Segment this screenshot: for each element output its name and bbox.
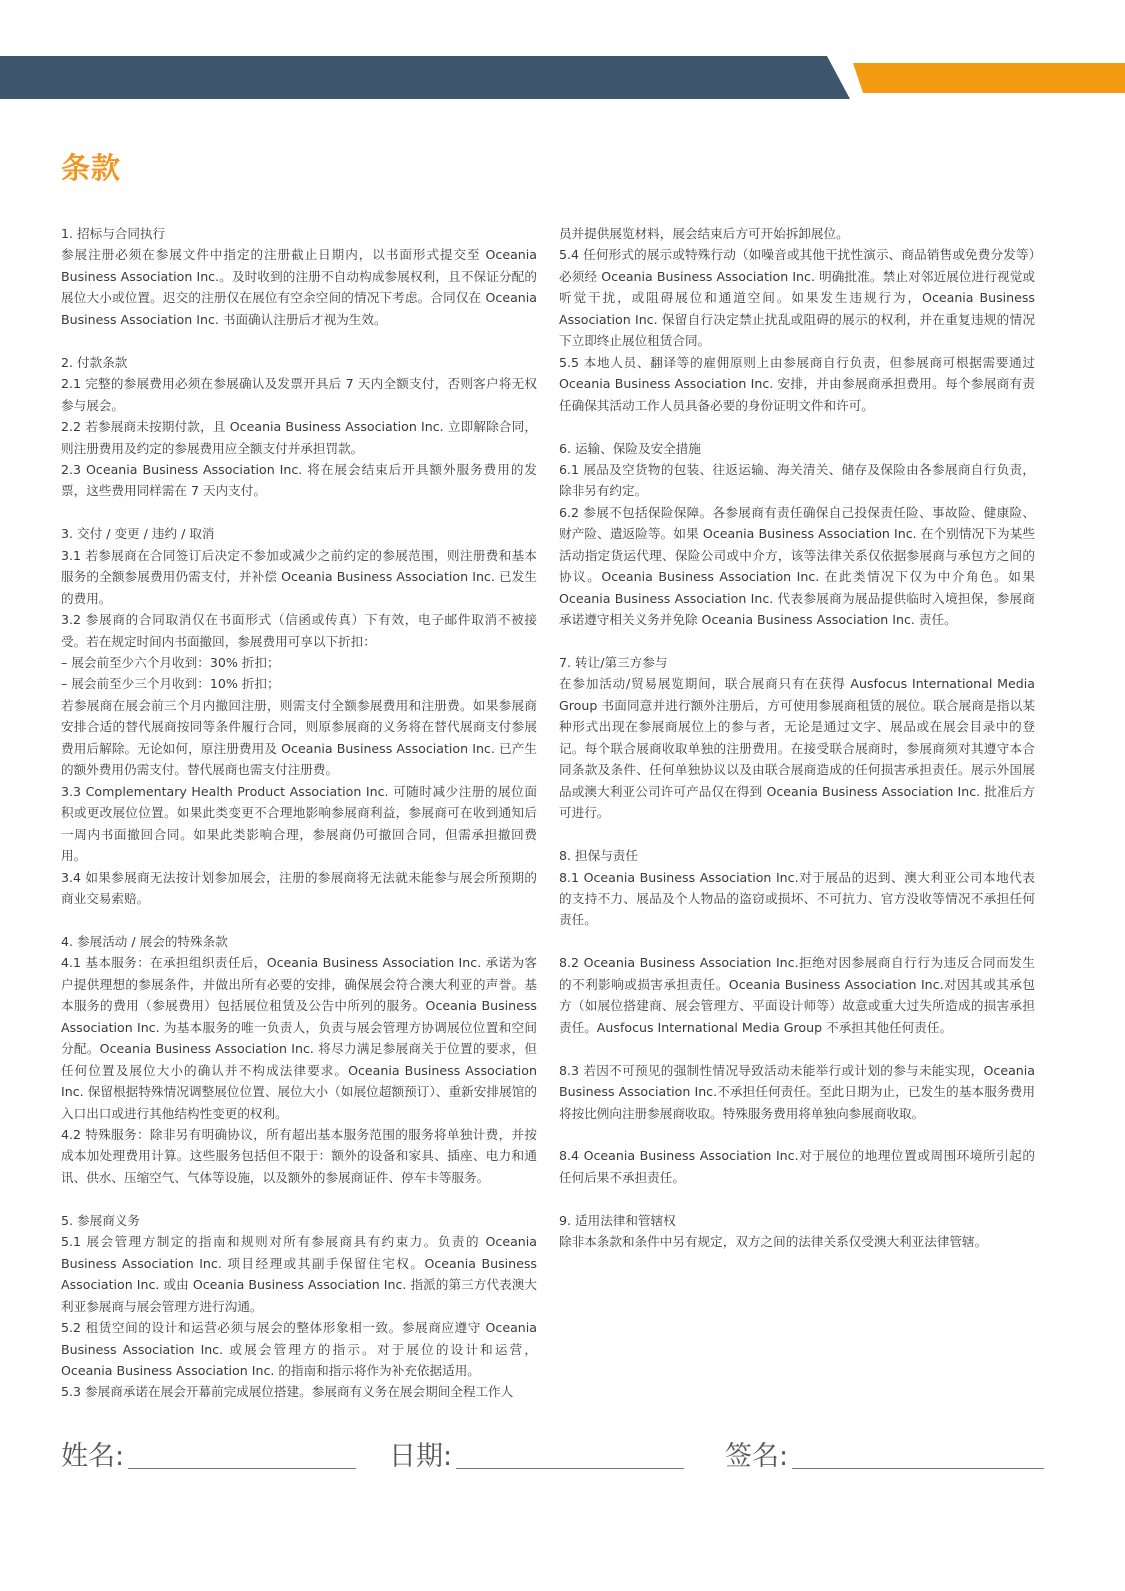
discount-bullet: – 展会前至少六个月收到：30% 折扣； bbox=[61, 655, 280, 671]
name-input-line[interactable] bbox=[128, 1468, 356, 1469]
date-field bbox=[389, 1440, 684, 1474]
section-4 bbox=[61, 931, 537, 1188]
date-label: 日期: bbox=[389, 1441, 453, 1472]
section-heading: 7. 转让/第三方参与 bbox=[559, 655, 668, 671]
clause-5-4: 5.4 任何形式的展示或特殊行动（如噪音或其他干扰性演示、商品销售或免费分发等）必须经 Oceania Business Association Inc. 明确批准。禁止对邻近展位进行视觉或听觉干扰，或阻碍展位和通道空间。如果发生违规行为，Oceania Business Association Inc. 保留自行决定禁止扰乱或阻碍的展示的权利，并在重复违规的情况下立即终止展位租赁合同。 bbox=[559, 247, 1035, 349]
name-field bbox=[61, 1440, 356, 1474]
terms-column-right bbox=[559, 223, 1035, 1274]
clause-3-4: 3.4 如果参展商无法按计划参加展会，注册的参展商将无法就未能参与展会所预期的商业交易索赔。 bbox=[61, 869, 537, 907]
clause-8-3: 8.3 若因不可预见的强制性情况导致活动未能举行或计划的参与未能实现，Oceania Business Association Inc.不承担任何责任。至此日期为止，已发生的基本服务费用将按比例向注册参展商收取。特殊服务费用将单独向参展商收取。 bbox=[559, 1062, 1035, 1121]
clause-5-1: 5.1 展会管理方制定的指南和规则对所有参展商具有约束力。负责的 Oceania Business Association Inc. 项目经理或其副手保留住宅权。Oceania Business Association Inc. 或由 Oceania Business Association Inc. 指派的第三方代表澳大利亚参展商与展会管理方进行沟通。 bbox=[61, 1234, 537, 1314]
section-2 bbox=[61, 352, 537, 502]
clause-5-5: 5.5 本地人员、翻译等的雇佣原则上由参展商自行负责，但参展商可根据需要通过 Oceania Business Association Inc. 安排，并由参展商承担费用。每个参展商有责任确保其活动工作人员具备必要的身份证明文件和许可。 bbox=[559, 354, 1035, 413]
header-band-primary bbox=[0, 56, 850, 99]
section-heading: 5. 参展商义务 bbox=[61, 1212, 140, 1228]
page-title: 条款 bbox=[61, 151, 122, 185]
clause-9: 除非本条款和条件中另有规定，双方之间的法律关系仅受澳大利亚法律管辖。 bbox=[559, 1234, 988, 1250]
section-heading: 9. 适用法律和管辖权 bbox=[559, 1212, 676, 1228]
clause-4-2: 4.2 特殊服务：除非另有明确协议，所有超出基本服务范围的服务将单独计费，并按成本加处理费用计算。这些服务包括但不限于：额外的设备和家具、插座、电力和通讯、供水、压缩空气、气体等设施，以及额外的参展商证件、停车卡等服务。 bbox=[61, 1126, 537, 1185]
section-5 bbox=[61, 1210, 537, 1403]
clause-2-3: 2.3 Oceania Business Association Inc. 将在展会结束后开具额外服务费用的发票，这些费用同样需在 7 天内支付。 bbox=[61, 461, 537, 499]
section-9 bbox=[559, 1210, 1035, 1253]
section-heading: 1. 招标与合同执行 bbox=[61, 226, 166, 241]
section-8 bbox=[559, 845, 1035, 1188]
header-band-accent bbox=[853, 63, 1125, 93]
signature-input-line[interactable] bbox=[792, 1468, 1044, 1469]
signature-row bbox=[61, 1440, 1051, 1480]
section-heading: 6. 运输、保险及安全措施 bbox=[559, 440, 701, 456]
section-heading: 8. 担保与责任 bbox=[559, 848, 638, 864]
clause-2-2: 2.2 若参展商未按期付款，且 Oceania Business Association Inc. 立即解除合同，则注册费用及约定的参展费用应全额支付并承担罚款。 bbox=[61, 419, 537, 456]
clause-5-2: 5.2 租赁空间的设计和运营必须与展会的整体形象相一致。参展商应遵守 Oceania Business Association Inc. 或展会管理方的指示。对于展位的设计和运营，Oceania Business Association Inc. 的指南和指示将作为补充依据适用。 bbox=[61, 1320, 537, 1378]
clause-text: 参展注册必须在参展文件中指定的注册截止日期内，以书面形式提交至 Oceania Business Association Inc.。及时收到的注册不自动构成参展权利，且不保证分配的展位大小或位置。迟交的注册仅在展位有空余空间的情况下考虑。合同仅在 Oceania Business Association Inc. 书面确认注册后才视为生效。 bbox=[61, 247, 537, 327]
clause-3-2: 3.2 参展商的合同取消仅在书面形式（信函或传真）下有效，电子邮件取消不被接受。若在规定时间内书面撤回，参展费用可享以下折扣： bbox=[61, 612, 537, 649]
section-7 bbox=[559, 652, 1035, 824]
clause-5-3: 5.3 参展商承诺在展会开幕前完成展位搭建。参展商有义务在展会期间全程工作人 bbox=[61, 1384, 514, 1400]
clause-8-2: 8.2 Oceania Business Association Inc.拒绝对因参展商自行行为违反合同而发生的不利影响或损害承担责任。Oceania Business Association Inc.对因其或其承包方（如展位搭建商、展会管理方、平面设计师等）故意或重大过失所造成的损害承担责任。Ausfocus International Media Group 不承担其他任何责任。 bbox=[559, 955, 1035, 1035]
section-3 bbox=[61, 523, 537, 909]
section-6 bbox=[559, 438, 1035, 631]
clause-6-1: 6.1 展品及空货物的包装、往返运输、海关清关、储存及保险由各参展商自行负责，除非另有约定。 bbox=[559, 461, 1035, 499]
clause-6-2: 6.2 参展不包括保险保障。各参展商有责任确保自己投保责任险、事故险、健康险、财产险、遣返险等。如果 Oceania Business Association Inc. 在个别情况下为某些活动指定货运代理、保险公司或中介方，该等法律关系仅依据参展商与承包方之间的协议。Oceania Business Association Inc. 在此类情况下仅为中介角色。如果 Oceania Business Association Inc. 代表参展商为展品提供临时入境担保，参展商承诺遵守相关义务并免除 Oceania Business Association Inc. 责任。 bbox=[559, 504, 1035, 628]
clause-7: 在参加活动/贸易展览期间，联合展商只有在获得 Ausfocus International Media Group 书面同意并进行额外注册后，方可使用参展商租赁的展位。联合展商是指以某种形式出现在参展商展位上的参与者，无论是通过文字、展品或在展会目录中的登记。每个联合展商收取单独的注册费用。在接受联合展商时，参展商须对其遵守本合同条款及条件、任何单独协议以及由联合展商造成的任何损害承担责任。展示外国展品或澳大利亚公司许可产品仅在得到 Oceania Business Association Inc. 批准后方可进行。 bbox=[559, 676, 1035, 821]
signature-field bbox=[725, 1440, 1044, 1474]
section-heading: 4. 参展活动 / 展会的特殊条款 bbox=[61, 933, 228, 949]
clause-8-4: 8.4 Oceania Business Association Inc.对于展位的地理位置或周围环境所引起的任何后果不承担责任。 bbox=[559, 1148, 1035, 1185]
signature-label: 签名: bbox=[725, 1441, 789, 1472]
terms-column-left bbox=[61, 223, 537, 1424]
clause-3-2-cont: 若参展商在展会前三个月内撤回注册，则需支付全额参展费用和注册费。如果参展商安排合适的替代展商按同等条件履行合同，则原参展商的义务将在替代展商支付参展费用后解除。无论如何，原注册费用及 Oceania Business Association Inc. 已产生的额外费用仍需支付。替代展商也需支付注册费。 bbox=[61, 697, 537, 778]
clause-2-1: 2.1 完整的参展费用必须在参展确认及发票开具后 7 天内全额支付，否则客户将无权参与展会。 bbox=[61, 376, 537, 413]
section-heading: 2. 付款条款 bbox=[61, 354, 128, 370]
section-5-continued bbox=[559, 223, 1035, 416]
clause-3-1: 3.1 若参展商在合同签订后决定不参加或减少之前约定的参展范围，则注册费和基本服务的全额参展费用仍需支付，并补偿 Oceania Business Association Inc. 已发生的费用。 bbox=[61, 547, 537, 606]
clause-3-3: 3.3 Complementary Health Product Association Inc. 可随时减少注册的展位面积或更改展位位置。如果此类变更不合理地影响参展商利益，参展商可在收到通知后一周内书面撤回合同。如果此类影响合理，参展商仍可撤回合同，但需承担撤回费用。 bbox=[61, 783, 537, 864]
clause-8-1: 8.1 Oceania Business Association Inc.对于展品的迟到、澳大利亚公司本地代表的支持不力、展品及个人物品的盗窃或损坏、不可抗力、官方没收等情况不承担任何责任。 bbox=[559, 869, 1035, 928]
clause-5-3-cont: 员并提供展览材料，展会结束后方可开始拆卸展位。 bbox=[559, 226, 849, 241]
date-input-line[interactable] bbox=[456, 1468, 684, 1469]
section-1 bbox=[61, 223, 537, 330]
clause-4-1: 4.1 基本服务：在承担组织责任后，Oceania Business Association Inc. 承诺为客户提供理想的参展条件，并做出所有必要的安排，确保展会符合澳大利亚的声誉。基本服务的费用（参展费用）包括展位租赁及公告中所列的服务。Oceania Business Association Inc. 为基本服务的唯一负责人，负责与展会管理方协调展位位置和空间分配。Oceania Business Association Inc. 将尽力满足参展商关于位置的要求，但任何位置及展位大小的确认并不构成法律要求。Oceania Business Association Inc. 保留根据特殊情况调整展位位置、展位大小（如展位超额预订）、重新安排展馆的入口出口或进行其他结构性变更的权利。 bbox=[61, 955, 537, 1121]
section-heading: 3. 交付 / 变更 / 违约 / 取消 bbox=[61, 526, 215, 542]
name-label: 姓名: bbox=[61, 1441, 125, 1472]
discount-bullet: – 展会前至少三个月收到：10% 折扣； bbox=[61, 676, 280, 692]
